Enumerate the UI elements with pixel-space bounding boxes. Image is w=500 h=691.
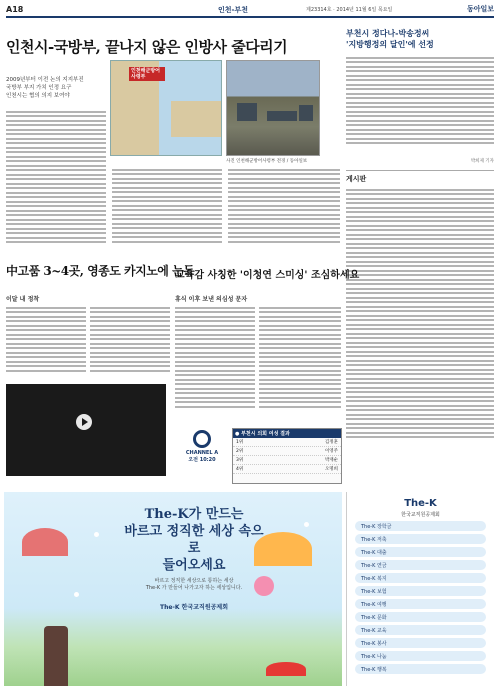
newspaper-logo: 동아일보 bbox=[466, 4, 494, 13]
bubble-icon bbox=[94, 532, 99, 537]
video-thumbnail[interactable] bbox=[6, 384, 166, 476]
photo-building bbox=[267, 111, 297, 121]
bulletin-title: 게시판 bbox=[346, 170, 494, 184]
play-icon[interactable] bbox=[76, 414, 92, 430]
story3-deck: 휴식 이후 보낸 의심성 문자 bbox=[175, 296, 248, 303]
bulletin-body bbox=[346, 186, 494, 466]
tree-icon bbox=[44, 626, 68, 686]
page-number: A18 bbox=[6, 5, 24, 14]
deck-line: 인천시는 협의 의지 보여야 bbox=[6, 93, 70, 99]
vote-row bbox=[233, 456, 341, 465]
story1-map bbox=[110, 60, 222, 156]
vote-row bbox=[233, 447, 341, 456]
vote-name: 김정훈 bbox=[324, 440, 338, 445]
story3-body bbox=[259, 304, 341, 424]
page-header bbox=[6, 4, 494, 18]
story1-headline[interactable]: 인천시-국방부, 끝나지 않은 인방사 줄다리기 bbox=[6, 38, 288, 56]
ad-slogan-line: The-K가 만드는 bbox=[144, 507, 244, 522]
story3-body bbox=[175, 304, 255, 424]
story1-body bbox=[112, 166, 222, 256]
channel-name: CHANNEL A bbox=[185, 450, 219, 456]
umbrella-icon bbox=[22, 528, 68, 556]
ad-right-brand: The-K bbox=[404, 498, 437, 509]
ad-right-item[interactable]: The-K 대출 bbox=[355, 547, 486, 557]
ad-slogan-line: 들어오세요 bbox=[162, 558, 226, 573]
deck-line: 국방부 부지 가치 인정 요구 bbox=[6, 85, 72, 91]
ad-right-item[interactable]: The-K 행복 bbox=[355, 664, 486, 674]
story2-headline[interactable]: 中고품 3~4곳, 영종도 카지노에 눈독 bbox=[6, 264, 195, 278]
vote-row bbox=[233, 438, 341, 447]
story2-deck: 이달 내 정착 bbox=[6, 296, 40, 303]
photo-building bbox=[299, 105, 313, 121]
vote-title: ● 부천시 의회 여성 결과 bbox=[233, 429, 341, 438]
ad-subtext-line: The-K 가 만들어 나가고자 하는 세상입니다. bbox=[145, 585, 243, 591]
sidebar-headline[interactable]: '지방행정의 달인'에 선정 bbox=[346, 39, 434, 49]
ad-right-item[interactable]: The-K 봉사 bbox=[355, 638, 486, 648]
sidebar-headline[interactable]: 부천시 정다나-박송정씨 bbox=[346, 28, 430, 38]
vote-row bbox=[233, 465, 341, 474]
ad-right-item[interactable]: The-K 교육 bbox=[355, 625, 486, 635]
issue-date: 제23314호 · 2014년 11월 6일 목요일 bbox=[306, 7, 393, 13]
ad-slogan bbox=[124, 506, 264, 574]
advertisement[interactable] bbox=[4, 492, 342, 686]
channel-circle-icon bbox=[193, 430, 211, 448]
section-title: 인천-부천 bbox=[218, 6, 248, 14]
vote-name: 이영주 bbox=[324, 449, 338, 454]
ad-right-item[interactable]: The-K 보험 bbox=[355, 586, 486, 596]
ad-slogan-line: 바르고 정직한 세상 속으로 bbox=[124, 524, 264, 556]
vote-rank: 3위 bbox=[236, 458, 244, 463]
story3-headline[interactable]: 교육감 사칭한 '이청연 스미싱' 조심하세요 bbox=[175, 270, 360, 281]
deck-line: 2009년부터 이전 논의 지지부진 bbox=[6, 77, 84, 83]
vote-rank: 4위 bbox=[236, 467, 244, 472]
channel-logo bbox=[176, 428, 228, 468]
map-land bbox=[171, 101, 222, 137]
bubble-icon bbox=[304, 522, 309, 527]
story1-body bbox=[228, 166, 340, 256]
ad-subtext bbox=[114, 578, 274, 592]
story2-body bbox=[6, 304, 86, 380]
story1-deck bbox=[6, 76, 106, 100]
bubble-icon bbox=[74, 592, 79, 597]
ad-right-item[interactable]: The-K 나눔 bbox=[355, 651, 486, 661]
ad-right-org: 한국교직원공제회 bbox=[401, 512, 440, 518]
story1-photo bbox=[226, 60, 320, 156]
sidebar-body bbox=[346, 54, 494, 156]
ad-right-item[interactable]: The-K 문화 bbox=[355, 612, 486, 622]
vote-rank: 2위 bbox=[236, 449, 244, 454]
ad-subtext-line: 바르고 정직한 세상으로 통하는 세상 bbox=[154, 578, 234, 584]
ad-org: The-K 한국교직원공제회 bbox=[159, 604, 229, 611]
vote-rank: 1위 bbox=[236, 440, 244, 445]
ad-right-item[interactable]: The-K 저축 bbox=[355, 534, 486, 544]
sidebar-byline: 박희제 기자 bbox=[470, 159, 494, 164]
photo-building bbox=[237, 103, 257, 121]
vote-name: 오명희 bbox=[324, 467, 338, 472]
ad-right-item[interactable]: The-K 장학금 bbox=[355, 521, 486, 531]
photo-caption: 사진 인천해군방어사령부 전경 / 동아일보 bbox=[226, 159, 308, 164]
map-label: 인천해군방어사령부 bbox=[129, 67, 165, 81]
vote-name: 박재순 bbox=[324, 458, 338, 463]
ad-right-item[interactable]: The-K 복지 bbox=[355, 573, 486, 583]
ad-right-panel[interactable] bbox=[346, 492, 494, 686]
sidebar bbox=[346, 28, 494, 488]
vote-box bbox=[232, 428, 342, 484]
ad-right-item[interactable]: The-K 연금 bbox=[355, 560, 486, 570]
ad-right-item[interactable]: The-K 여행 bbox=[355, 599, 486, 609]
channel-time: 오전 10:20 bbox=[188, 457, 216, 463]
mushroom-icon bbox=[266, 662, 306, 676]
story2-body bbox=[90, 304, 170, 380]
story1-body bbox=[6, 108, 106, 258]
